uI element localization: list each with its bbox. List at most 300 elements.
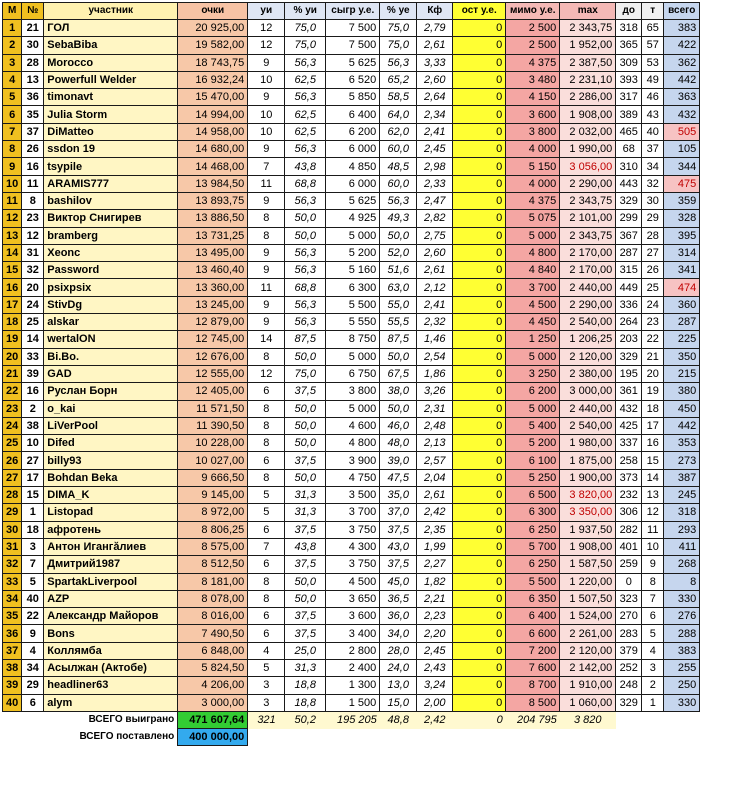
kf-cell[interactable]: 2,98 [417,158,453,175]
played-cell[interactable]: 6 520 [326,71,380,88]
kf-cell[interactable]: 2,57 [417,452,453,469]
remaining-cell[interactable]: 0 [453,262,506,279]
participant-cell[interactable]: Listopad [44,504,178,521]
total-cell[interactable]: 330 [664,590,700,607]
remaining-cell[interactable]: 0 [453,400,506,417]
yi-cell[interactable]: 6 [248,625,285,642]
do-cell[interactable]: 68 [616,141,642,158]
yi-cell[interactable]: 8 [248,435,285,452]
points-cell[interactable]: 12 405,00 [178,383,248,400]
missed-cell[interactable]: 5 000 [506,348,560,365]
number-cell[interactable]: 29 [22,677,44,694]
max-cell[interactable]: 1 900,00 [560,469,616,486]
rank-cell[interactable]: 12 [3,210,22,227]
max-cell[interactable]: 3 350,00 [560,504,616,521]
missed-cell[interactable]: 5 700 [506,538,560,555]
number-cell[interactable]: 15 [22,487,44,504]
pct-yi-cell[interactable]: 56,3 [285,296,326,313]
do-cell[interactable]: 252 [616,659,642,676]
t-cell[interactable]: 25 [642,279,664,296]
points-cell[interactable]: 6 848,00 [178,642,248,659]
do-cell[interactable]: 432 [616,400,642,417]
pct-yi-cell[interactable]: 37,5 [285,556,326,573]
points-cell[interactable]: 11 571,50 [178,400,248,417]
played-cell[interactable]: 3 600 [326,608,380,625]
missed-cell[interactable]: 6 100 [506,452,560,469]
remaining-cell[interactable]: 0 [453,106,506,123]
pct-yi-cell[interactable]: 56,3 [285,192,326,209]
col-header-pct-yi[interactable]: % уи [285,3,326,20]
pct-yi-cell[interactable]: 62,5 [285,71,326,88]
points-cell[interactable]: 13 360,00 [178,279,248,296]
do-cell[interactable]: 283 [616,625,642,642]
rank-cell[interactable]: 13 [3,227,22,244]
rank-cell[interactable]: 25 [3,435,22,452]
rank-cell[interactable]: 39 [3,677,22,694]
missed-cell[interactable]: 4 450 [506,314,560,331]
total-cell[interactable]: 287 [664,314,700,331]
t-cell[interactable]: 1 [642,694,664,711]
pct-ue-cell[interactable]: 50,0 [380,227,417,244]
rank-cell[interactable]: 23 [3,400,22,417]
table-row[interactable] [3,123,700,140]
yi-cell[interactable]: 8 [248,400,285,417]
table-row[interactable] [3,279,700,296]
pct-ue-cell[interactable]: 55,5 [380,314,417,331]
kf-cell[interactable]: 2,41 [417,123,453,140]
col-header-kf[interactable]: Кф [417,3,453,20]
participant-cell[interactable]: SpartakLiverpool [44,573,178,590]
participant-cell[interactable]: Bi.Bo. [44,348,178,365]
rank-cell[interactable]: 35 [3,608,22,625]
number-cell[interactable]: 6 [22,694,44,711]
played-cell[interactable]: 4 600 [326,417,380,434]
participant-cell[interactable]: ARAMIS777 [44,175,178,192]
total-cell[interactable]: 330 [664,694,700,711]
max-cell[interactable]: 1 875,00 [560,452,616,469]
pct-yi-cell[interactable]: 75,0 [285,20,326,37]
table-row[interactable] [3,227,700,244]
total-missed[interactable]: 204 795 [506,711,560,728]
total-cell[interactable]: 105 [664,141,700,158]
participant-cell[interactable]: Александр Майоров [44,608,178,625]
participant-cell[interactable]: SebaBiba [44,37,178,54]
kf-cell[interactable]: 2,00 [417,694,453,711]
remaining-cell[interactable]: 0 [453,625,506,642]
missed-cell[interactable]: 4 840 [506,262,560,279]
number-cell[interactable]: 16 [22,383,44,400]
remaining-cell[interactable]: 0 [453,487,506,504]
participant-cell[interactable]: alskar [44,314,178,331]
missed-cell[interactable]: 4 800 [506,244,560,261]
participant-cell[interactable]: alym [44,694,178,711]
participant-cell[interactable]: billy93 [44,452,178,469]
yi-cell[interactable]: 14 [248,331,285,348]
kf-cell[interactable]: 2,45 [417,141,453,158]
remaining-cell[interactable]: 0 [453,192,506,209]
pct-yi-cell[interactable]: 18,8 [285,677,326,694]
pct-ue-cell[interactable]: 13,0 [380,677,417,694]
remaining-cell[interactable]: 0 [453,54,506,71]
played-cell[interactable]: 5 850 [326,89,380,106]
remaining-cell[interactable]: 0 [453,71,506,88]
kf-cell[interactable]: 2,60 [417,244,453,261]
do-cell[interactable]: 337 [616,435,642,452]
remaining-cell[interactable]: 0 [453,348,506,365]
total-cell[interactable]: 328 [664,210,700,227]
points-cell[interactable]: 14 994,00 [178,106,248,123]
max-cell[interactable]: 1 908,00 [560,106,616,123]
yi-cell[interactable]: 8 [248,417,285,434]
rank-cell[interactable]: 4 [3,71,22,88]
missed-cell[interactable]: 2 500 [506,37,560,54]
pct-ue-cell[interactable]: 55,0 [380,296,417,313]
points-cell[interactable]: 18 743,75 [178,54,248,71]
pct-ue-cell[interactable]: 52,0 [380,244,417,261]
pct-ue-cell[interactable]: 36,5 [380,590,417,607]
kf-cell[interactable]: 2,61 [417,487,453,504]
played-cell[interactable]: 3 700 [326,504,380,521]
kf-cell[interactable]: 2,47 [417,192,453,209]
number-cell[interactable]: 30 [22,37,44,54]
remaining-cell[interactable]: 0 [453,365,506,382]
table-row[interactable] [3,469,700,486]
number-cell[interactable]: 4 [22,642,44,659]
rank-cell[interactable]: 14 [3,244,22,261]
rank-cell[interactable]: 7 [3,123,22,140]
number-cell[interactable]: 38 [22,417,44,434]
total-cell[interactable]: 250 [664,677,700,694]
kf-cell[interactable]: 2,41 [417,296,453,313]
pct-yi-cell[interactable]: 75,0 [285,365,326,382]
pct-yi-cell[interactable]: 56,3 [285,244,326,261]
max-cell[interactable]: 3 056,00 [560,158,616,175]
yi-cell[interactable]: 6 [248,556,285,573]
yi-cell[interactable]: 8 [248,227,285,244]
yi-cell[interactable]: 5 [248,487,285,504]
table-row[interactable] [3,296,700,313]
total-pct-ue[interactable]: 48,8 [380,711,417,728]
do-cell[interactable]: 389 [616,106,642,123]
kf-cell[interactable]: 1,86 [417,365,453,382]
rank-cell[interactable]: 9 [3,158,22,175]
pct-ue-cell[interactable]: 75,0 [380,20,417,37]
do-cell[interactable]: 318 [616,20,642,37]
total-pct-yi[interactable]: 50,2 [285,711,326,728]
yi-cell[interactable]: 6 [248,383,285,400]
missed-cell[interactable]: 6 250 [506,556,560,573]
yi-cell[interactable]: 9 [248,314,285,331]
do-cell[interactable]: 465 [616,123,642,140]
missed-cell[interactable]: 7 600 [506,659,560,676]
rank-cell[interactable]: 32 [3,556,22,573]
kf-cell[interactable]: 1,82 [417,573,453,590]
participant-cell[interactable]: StivDg [44,296,178,313]
participant-cell[interactable]: wertalON [44,331,178,348]
points-cell[interactable]: 13 460,40 [178,262,248,279]
col-header-total[interactable]: всего [664,3,700,20]
played-cell[interactable]: 4 300 [326,538,380,555]
t-cell[interactable]: 21 [642,348,664,365]
kf-cell[interactable]: 2,31 [417,400,453,417]
t-cell[interactable]: 27 [642,244,664,261]
rank-cell[interactable]: 31 [3,538,22,555]
t-cell[interactable]: 3 [642,659,664,676]
do-cell[interactable]: 306 [616,504,642,521]
missed-cell[interactable]: 8 700 [506,677,560,694]
total-cell[interactable]: 450 [664,400,700,417]
played-cell[interactable]: 6 750 [326,365,380,382]
number-cell[interactable]: 11 [22,175,44,192]
table-row[interactable] [3,677,700,694]
table-row[interactable] [3,625,700,642]
missed-cell[interactable]: 3 800 [506,123,560,140]
pct-ue-cell[interactable]: 38,0 [380,383,417,400]
pct-yi-cell[interactable]: 31,3 [285,487,326,504]
yi-cell[interactable]: 12 [248,20,285,37]
max-cell[interactable]: 2 231,10 [560,71,616,88]
total-cell[interactable]: 344 [664,158,700,175]
rank-cell[interactable]: 27 [3,469,22,486]
missed-cell[interactable]: 5 075 [506,210,560,227]
pct-yi-cell[interactable]: 68,8 [285,175,326,192]
missed-cell[interactable]: 5 500 [506,573,560,590]
rank-cell[interactable]: 30 [3,521,22,538]
kf-cell[interactable]: 2,54 [417,348,453,365]
points-cell[interactable]: 13 731,25 [178,227,248,244]
t-cell[interactable]: 6 [642,608,664,625]
total-cell[interactable]: 353 [664,435,700,452]
yi-cell[interactable]: 9 [248,244,285,261]
kf-cell[interactable]: 3,26 [417,383,453,400]
total-cell[interactable]: 362 [664,54,700,71]
t-cell[interactable]: 30 [642,192,664,209]
points-cell[interactable]: 10 228,00 [178,435,248,452]
max-cell[interactable]: 2 290,00 [560,175,616,192]
t-cell[interactable]: 43 [642,106,664,123]
rank-cell[interactable]: 21 [3,365,22,382]
number-cell[interactable]: 12 [22,227,44,244]
pct-yi-cell[interactable]: 56,3 [285,262,326,279]
rank-cell[interactable]: 6 [3,106,22,123]
total-cell[interactable]: 350 [664,348,700,365]
max-cell[interactable]: 2 120,00 [560,348,616,365]
points-cell[interactable]: 13 893,75 [178,192,248,209]
total-max[interactable]: 3 820 [560,711,616,728]
number-cell[interactable]: 7 [22,556,44,573]
kf-cell[interactable]: 2,48 [417,417,453,434]
remaining-cell[interactable]: 0 [453,89,506,106]
remaining-cell[interactable]: 0 [453,227,506,244]
pct-yi-cell[interactable]: 50,0 [285,469,326,486]
kf-cell[interactable]: 2,04 [417,469,453,486]
participant-cell[interactable]: Коллямба [44,642,178,659]
yi-cell[interactable]: 10 [248,123,285,140]
do-cell[interactable]: 323 [616,590,642,607]
total-remaining[interactable]: 0 [453,711,506,728]
played-cell[interactable]: 3 650 [326,590,380,607]
participant-cell[interactable]: Bons [44,625,178,642]
pct-yi-cell[interactable]: 50,0 [285,400,326,417]
number-cell[interactable]: 18 [22,521,44,538]
max-cell[interactable]: 2 290,00 [560,296,616,313]
table-row[interactable] [3,54,700,71]
max-cell[interactable]: 1 220,00 [560,573,616,590]
table-row[interactable] [3,573,700,590]
number-cell[interactable]: 23 [22,210,44,227]
missed-cell[interactable]: 4 375 [506,54,560,71]
max-cell[interactable]: 1 910,00 [560,677,616,694]
yi-cell[interactable]: 4 [248,642,285,659]
max-cell[interactable]: 2 440,00 [560,400,616,417]
points-cell[interactable]: 13 245,00 [178,296,248,313]
yi-cell[interactable]: 3 [248,677,285,694]
do-cell[interactable]: 365 [616,37,642,54]
number-cell[interactable]: 28 [22,54,44,71]
number-cell[interactable]: 34 [22,659,44,676]
pct-ue-cell[interactable]: 67,5 [380,365,417,382]
table-row[interactable] [3,365,700,382]
points-cell[interactable]: 20 925,00 [178,20,248,37]
rank-cell[interactable]: 38 [3,659,22,676]
kf-cell[interactable]: 2,21 [417,590,453,607]
participant-cell[interactable]: ГОЛ [44,20,178,37]
rank-cell[interactable]: 5 [3,89,22,106]
do-cell[interactable]: 270 [616,608,642,625]
kf-cell[interactable]: 2,82 [417,210,453,227]
t-cell[interactable]: 11 [642,521,664,538]
remaining-cell[interactable]: 0 [453,37,506,54]
table-row[interactable] [3,487,700,504]
participant-cell[interactable]: афротень [44,521,178,538]
col-header-rank[interactable]: М [3,3,22,20]
pct-ue-cell[interactable]: 36,0 [380,608,417,625]
yi-cell[interactable]: 10 [248,106,285,123]
pct-yi-cell[interactable]: 56,3 [285,141,326,158]
yi-cell[interactable]: 9 [248,262,285,279]
pct-ue-cell[interactable]: 28,0 [380,642,417,659]
max-cell[interactable]: 2 032,00 [560,123,616,140]
remaining-cell[interactable]: 0 [453,296,506,313]
remaining-cell[interactable]: 0 [453,556,506,573]
rank-cell[interactable]: 1 [3,20,22,37]
pct-ue-cell[interactable]: 34,0 [380,625,417,642]
max-cell[interactable]: 2 380,00 [560,365,616,382]
played-cell[interactable]: 7 500 [326,20,380,37]
remaining-cell[interactable]: 0 [453,504,506,521]
remaining-cell[interactable]: 0 [453,244,506,261]
total-cell[interactable]: 225 [664,331,700,348]
rank-cell[interactable]: 20 [3,348,22,365]
max-cell[interactable]: 1 507,50 [560,590,616,607]
max-cell[interactable]: 1 587,50 [560,556,616,573]
kf-cell[interactable]: 1,99 [417,538,453,555]
total-cell[interactable]: 273 [664,452,700,469]
max-cell[interactable]: 1 937,50 [560,521,616,538]
missed-cell[interactable]: 5 250 [506,469,560,486]
pct-yi-cell[interactable]: 62,5 [285,123,326,140]
kf-cell[interactable]: 2,43 [417,659,453,676]
rank-cell[interactable]: 36 [3,625,22,642]
missed-cell[interactable]: 3 250 [506,365,560,382]
number-cell[interactable]: 13 [22,71,44,88]
pct-ue-cell[interactable]: 37,5 [380,556,417,573]
rank-cell[interactable]: 16 [3,279,22,296]
t-cell[interactable]: 2 [642,677,664,694]
pct-ue-cell[interactable]: 48,0 [380,435,417,452]
remaining-cell[interactable]: 0 [453,538,506,555]
t-cell[interactable]: 19 [642,383,664,400]
t-cell[interactable]: 10 [642,538,664,555]
max-cell[interactable]: 2 440,00 [560,279,616,296]
number-cell[interactable]: 1 [22,504,44,521]
kf-cell[interactable]: 2,64 [417,89,453,106]
missed-cell[interactable]: 6 200 [506,383,560,400]
total-cell[interactable]: 359 [664,192,700,209]
kf-cell[interactable]: 2,13 [417,435,453,452]
kf-cell[interactable]: 2,27 [417,556,453,573]
remaining-cell[interactable]: 0 [453,469,506,486]
number-cell[interactable]: 21 [22,20,44,37]
total-cell[interactable]: 380 [664,383,700,400]
played-cell[interactable]: 5 550 [326,314,380,331]
t-cell[interactable]: 53 [642,54,664,71]
participant-cell[interactable]: o_kai [44,400,178,417]
total-kf[interactable]: 2,42 [417,711,453,728]
kf-cell[interactable]: 2,34 [417,106,453,123]
max-cell[interactable]: 1 952,00 [560,37,616,54]
max-cell[interactable]: 1 980,00 [560,435,616,452]
rank-cell[interactable]: 40 [3,694,22,711]
played-cell[interactable]: 5 500 [326,296,380,313]
missed-cell[interactable]: 2 500 [506,20,560,37]
remaining-cell[interactable]: 0 [453,175,506,192]
number-cell[interactable]: 10 [22,435,44,452]
yi-cell[interactable]: 7 [248,158,285,175]
table-row[interactable] [3,538,700,555]
number-cell[interactable]: 37 [22,123,44,140]
kf-cell[interactable]: 2,23 [417,608,453,625]
number-cell[interactable]: 20 [22,279,44,296]
pct-ue-cell[interactable]: 45,0 [380,573,417,590]
number-cell[interactable]: 16 [22,158,44,175]
pct-ue-cell[interactable]: 49,3 [380,210,417,227]
table-row[interactable] [3,20,700,37]
rank-cell[interactable]: 34 [3,590,22,607]
pct-yi-cell[interactable]: 37,5 [285,383,326,400]
participant-cell[interactable]: Руслан Борн [44,383,178,400]
t-cell[interactable]: 4 [642,642,664,659]
pct-yi-cell[interactable]: 56,3 [285,89,326,106]
do-cell[interactable]: 373 [616,469,642,486]
missed-cell[interactable]: 4 500 [506,296,560,313]
number-cell[interactable]: 5 [22,573,44,590]
max-cell[interactable]: 2 261,00 [560,625,616,642]
table-row[interactable] [3,659,700,676]
pct-ue-cell[interactable]: 56,3 [380,54,417,71]
rank-cell[interactable]: 3 [3,54,22,71]
col-header-do[interactable]: до [616,3,642,20]
number-cell[interactable]: 36 [22,89,44,106]
missed-cell[interactable]: 4 000 [506,175,560,192]
yi-cell[interactable]: 8 [248,469,285,486]
rank-cell[interactable]: 2 [3,37,22,54]
max-cell[interactable]: 2 286,00 [560,89,616,106]
pct-ue-cell[interactable]: 47,5 [380,469,417,486]
rank-cell[interactable]: 28 [3,487,22,504]
max-cell[interactable]: 2 142,00 [560,659,616,676]
table-row[interactable] [3,435,700,452]
